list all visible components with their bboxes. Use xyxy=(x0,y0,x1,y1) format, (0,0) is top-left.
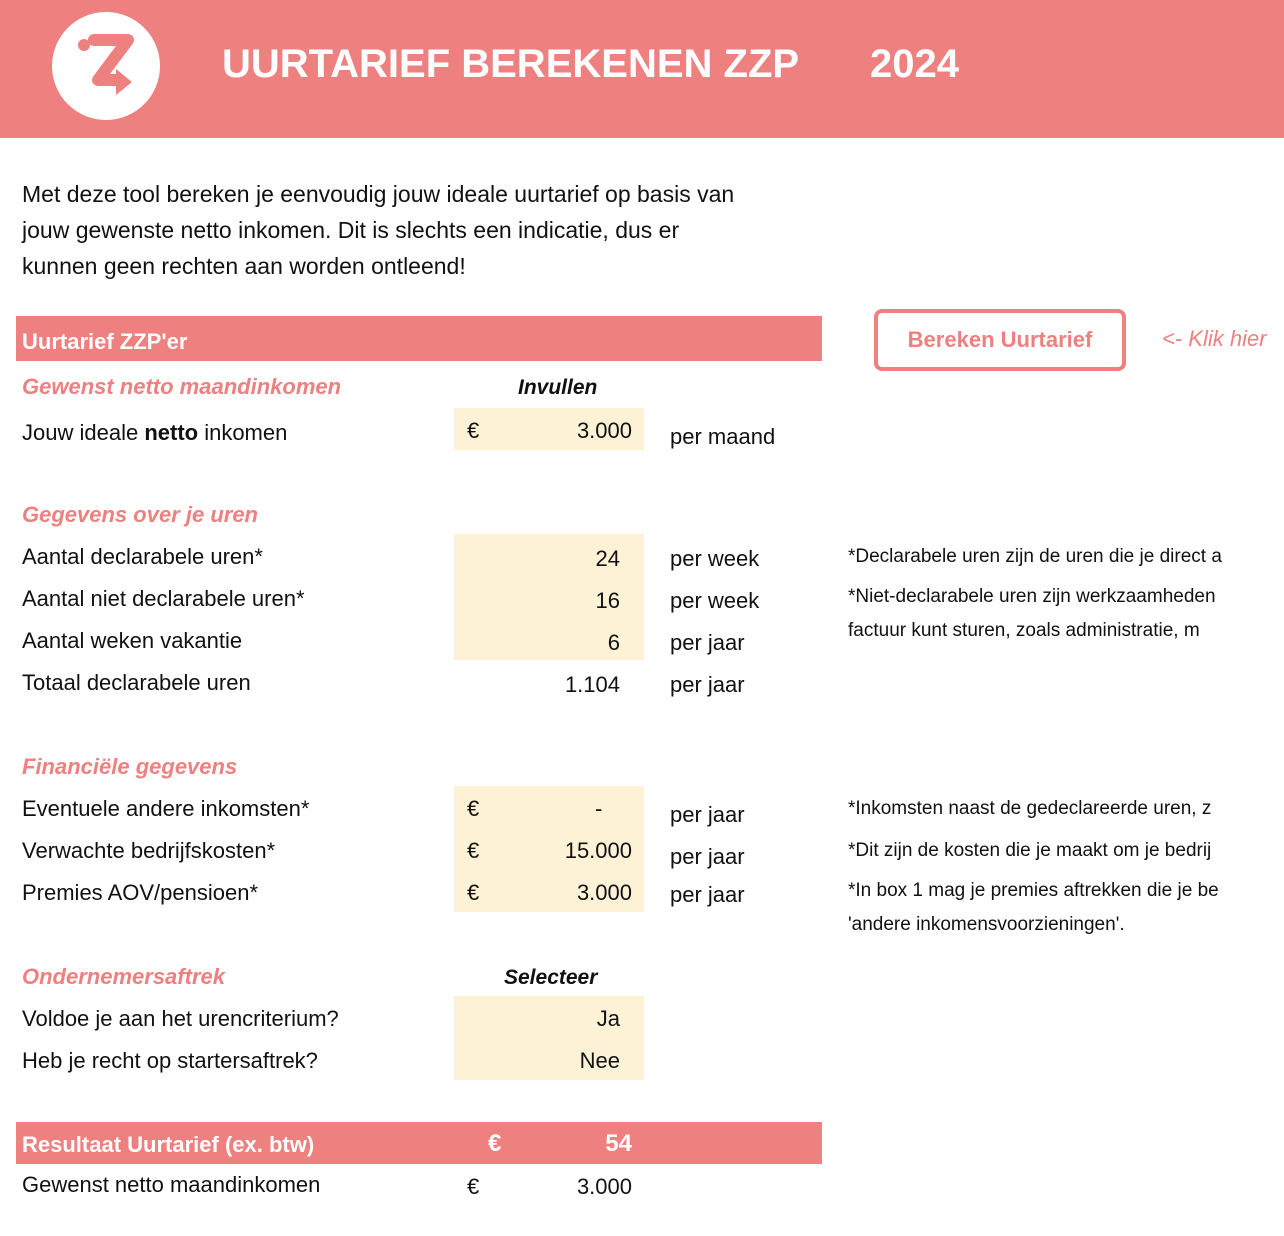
currency-symbol: € xyxy=(467,1174,480,1199)
section-hours: Gegevens over je uren xyxy=(22,502,258,527)
other-income-value[interactable]: - xyxy=(595,796,603,821)
note-pension-premium-cont: 'andere inkomensvoorzieningen'. xyxy=(848,914,1125,935)
income-label: Jouw ideale netto inkomen xyxy=(22,420,288,445)
result-hourly-rate: 54 xyxy=(605,1130,632,1157)
vacation-weeks-label: Aantal weken vakantie xyxy=(22,628,243,653)
other-income-unit: per jaar xyxy=(670,802,745,827)
vacation-weeks-value[interactable]: 6 xyxy=(607,630,620,655)
result-label: Resultaat Uurtarief (ex. btw) xyxy=(22,1132,315,1157)
note-nonbillable-hours: *Niet-declarabele uren zijn werkzaamheden xyxy=(848,586,1216,607)
z-logo-icon xyxy=(52,12,160,120)
page-title: UURTARIEF BEREKENEN ZZP xyxy=(222,42,800,86)
page-year: 2024 xyxy=(870,42,959,86)
intro-line: Met deze tool bereken je eenvoudig jouw ideale uurtarief op basis van xyxy=(22,181,735,207)
hours-criterion-label: Voldoe je aan het urencriterium? xyxy=(22,1006,339,1031)
intro-line: jouw gewenste netto inkomen. Dit is slechts een indicatie, dus er xyxy=(22,217,680,243)
section-income: Gewenst netto maandinkomen xyxy=(22,374,342,399)
intro-text xyxy=(22,176,822,284)
business-costs-label: Verwachte bedrijfskosten* xyxy=(22,838,276,863)
calculate-button[interactable]: Bereken Uurtarief xyxy=(874,309,1126,371)
header-banner xyxy=(0,0,1284,138)
nonbillable-hours-unit: per week xyxy=(670,588,760,613)
business-costs-unit: per jaar xyxy=(670,844,745,869)
billable-hours-value[interactable]: 24 xyxy=(595,546,620,571)
other-income-label: Eventuele andere inkomsten* xyxy=(22,796,310,821)
nonbillable-hours-label: Aantal niet declarabele uren* xyxy=(22,586,305,611)
column-header-fill-in: Invullen xyxy=(518,376,598,399)
pension-premium-label: Premies AOV/pensioen* xyxy=(22,880,259,905)
vacation-weeks-unit: per jaar xyxy=(670,630,745,655)
note-pension-premium: *In box 1 mag je premies aftrekken die je be xyxy=(848,880,1219,901)
calculator-title: Uurtarief ZZP'er xyxy=(22,329,188,354)
business-costs-value[interactable]: 15.000 xyxy=(564,838,632,863)
result-bar xyxy=(16,1122,822,1164)
intro-line: kunnen geen rechten aan worden ontleend! xyxy=(22,253,466,279)
income-unit: per maand xyxy=(670,424,776,449)
column-header-select: Selecteer xyxy=(504,966,598,989)
total-hours-label: Totaal declarabele uren xyxy=(22,670,251,695)
pension-premium-unit: per jaar xyxy=(670,882,745,907)
note-nonbillable-hours-cont: factuur kunt sturen, zoals administratie, m xyxy=(848,620,1200,641)
note-business-costs: *Dit zijn de kosten die je maakt om je bedrij xyxy=(848,840,1212,861)
currency-symbol: € xyxy=(467,418,480,443)
pension-premium-value[interactable]: 3.000 xyxy=(576,880,632,905)
result-currency: € xyxy=(488,1130,502,1157)
total-hours-value: 1.104 xyxy=(564,672,620,697)
hours-criterion-select[interactable]: Ja xyxy=(596,1006,620,1031)
nonbillable-hours-value[interactable]: 16 xyxy=(595,588,620,613)
result-net-income-label: Gewenst netto maandinkomen xyxy=(22,1172,321,1197)
result-net-income-value: 3.000 xyxy=(576,1174,632,1199)
total-hours-unit: per jaar xyxy=(670,672,745,697)
click-hint: <- Klik hier xyxy=(1162,326,1267,351)
starter-deduction-label: Heb je recht op startersaftrek? xyxy=(22,1048,318,1073)
income-value[interactable]: 3.000 xyxy=(576,418,632,443)
section-finance: Financiële gegevens xyxy=(22,754,238,779)
currency-symbol: € xyxy=(467,796,480,821)
currency-symbol: € xyxy=(467,838,480,863)
note-billable-hours: *Declarabele uren zijn de uren die je direct a xyxy=(848,546,1222,567)
calculator-title-bar xyxy=(16,316,822,361)
billable-hours-label: Aantal declarabele uren* xyxy=(22,544,263,569)
starter-deduction-select[interactable]: Nee xyxy=(579,1048,620,1073)
note-other-income: *Inkomsten naast de gedeclareerde uren, z xyxy=(848,798,1212,819)
currency-symbol: € xyxy=(467,880,480,905)
billable-hours-unit: per week xyxy=(670,546,760,571)
section-deduction: Ondernemersaftrek xyxy=(22,964,225,989)
